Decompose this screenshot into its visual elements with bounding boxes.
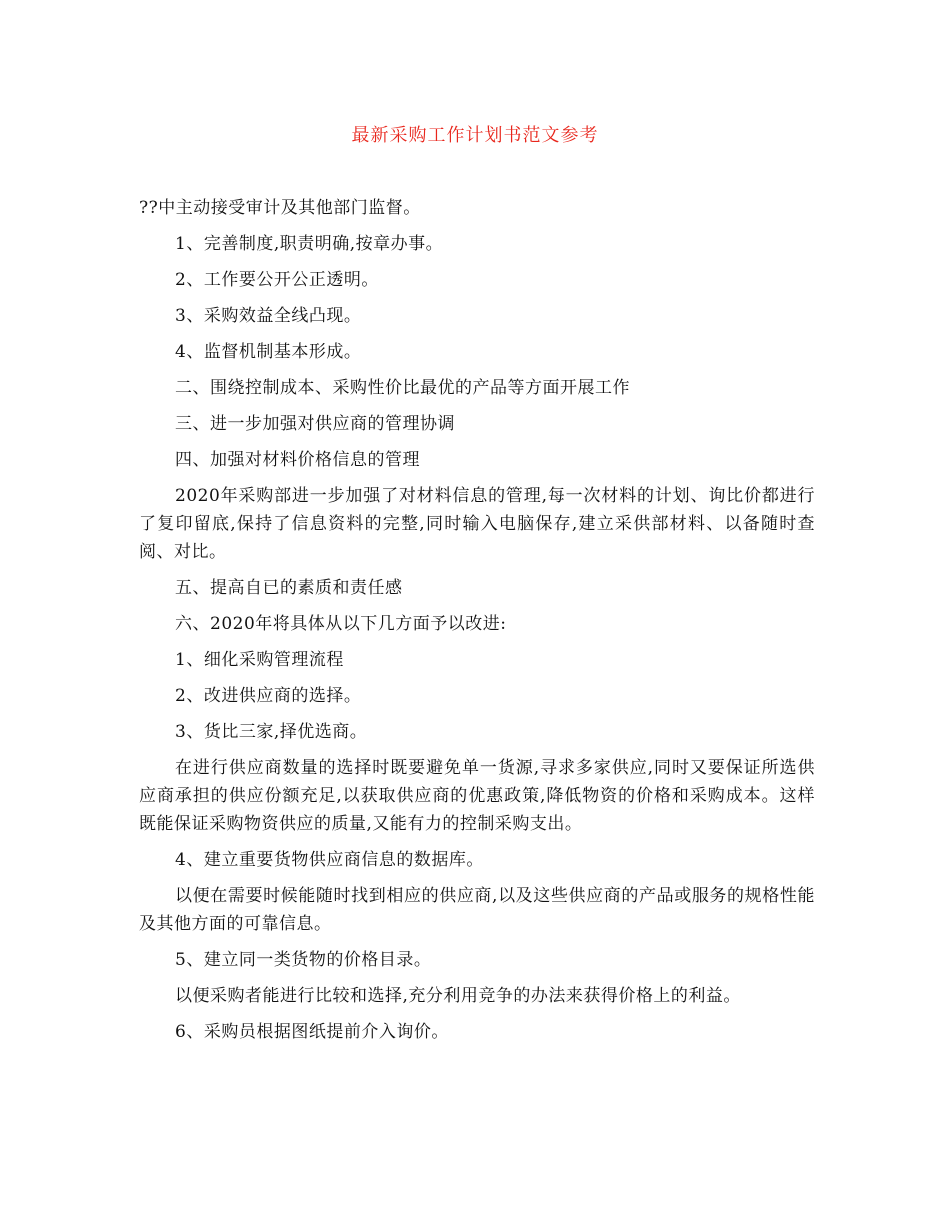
paragraph-16: 4、建立重要货物供应商信息的数据库。: [175, 850, 484, 870]
paragraph-12: 1、细化采购管理流程: [175, 650, 344, 670]
paragraph-11: 六、2020年将具体从以下几方面予以改进:: [175, 614, 507, 634]
paragraph-6: 二、围绕控制成本、采购性价比最优的产品等方面开展工作: [175, 378, 630, 398]
paragraph-2: 1、完善制度,职责明确,按章办事。: [175, 234, 444, 254]
paragraph-1: ??中主动接受审计及其他部门监督。: [139, 198, 421, 218]
paragraph-13: 2、改进供应商的选择。: [175, 686, 362, 706]
paragraph-8: 四、加强对材料价格信息的管理: [175, 450, 420, 470]
paragraph-17: 以便在需要时候能随时找到相应的供应商,以及这些供应商的产品或服务的规格性能及其他方面的可靠信息。: [139, 886, 815, 934]
document-body: [139, 194, 815, 1054]
paragraph-10: 五、提高自已的素质和责任感: [175, 578, 403, 598]
paragraph-19: 以便采购者能进行比较和选择,充分利用竞争的办法来获得价格上的利益。: [175, 986, 741, 1006]
paragraph-4: 3、采购效益全线凸现。: [175, 306, 362, 326]
paragraph-15: 在进行供应商数量的选择时既要避免单一货源,寻求多家供应,同时又要保证所选供应商承担的供应份额充足,以获取供应商的优惠政策,降低物资的价格和采购成本。这样既能保证采购物资供应的质量,又能有力的控制采购支出。: [139, 758, 815, 834]
paragraph-9: 2020年采购部进一步加强了对材料信息的管理,每一次材料的计划、询比价都进行了复印留底,保持了信息资料的完整,同时输入电脑保存,建立采供部材料、以备随时查阅、对比。: [139, 486, 815, 562]
paragraph-5: 4、监督机制基本形成。: [175, 342, 362, 362]
paragraph-7: 三、进一步加强对供应商的管理协调: [175, 414, 455, 434]
paragraph-20: 6、采购员根据图纸提前介入询价。: [175, 1022, 449, 1042]
paragraph-18: 5、建立同一类货物的价格目录。: [175, 950, 432, 970]
paragraph-14: 3、货比三家,择优选商。: [175, 722, 368, 742]
paragraph-3: 2、工作要公开公正透明。: [175, 270, 379, 290]
document-title: 最新采购工作计划书范文参考: [351, 125, 599, 146]
